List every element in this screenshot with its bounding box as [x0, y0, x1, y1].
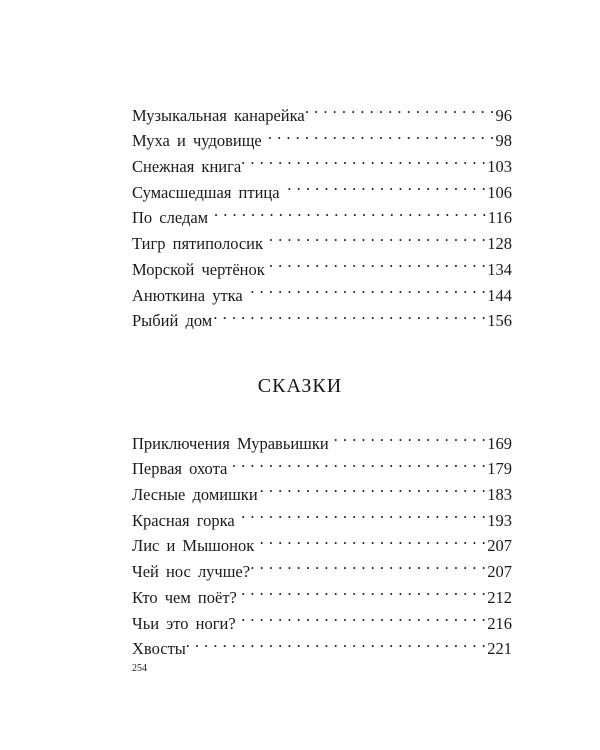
toc-entry-page: 96	[495, 105, 512, 125]
toc-entry-title: Анюткина утка	[132, 285, 243, 305]
toc-entry-title: Кто чем поёт?	[132, 587, 237, 607]
toc-entry-page: 106	[487, 182, 512, 202]
toc-entry-title: Красная горка	[132, 510, 235, 530]
dot-leader	[209, 198, 487, 224]
toc-entry-title: Музыкальная канарейка	[132, 105, 305, 125]
dot-leader	[251, 551, 486, 577]
dot-leader	[228, 449, 486, 475]
dot-leader	[187, 629, 486, 655]
toc-entry-title: Морской чертёнок	[132, 259, 265, 279]
toc-entry-page: 193	[487, 510, 512, 530]
toc-entry-page: 134	[487, 259, 512, 279]
toc-list-bottom	[132, 423, 512, 659]
dot-leader	[259, 474, 487, 500]
toc-entry	[132, 95, 512, 125]
toc-entry-title: Лесные домишки	[132, 485, 258, 505]
toc-entry-page: 212	[487, 587, 512, 607]
toc-entry-page: 116	[487, 208, 512, 228]
toc-entry-page: 216	[487, 613, 512, 633]
dot-leader	[264, 223, 486, 249]
dot-leader	[242, 146, 486, 172]
toc-list-top	[132, 95, 512, 331]
toc-entry	[132, 629, 512, 659]
dot-leader	[238, 577, 486, 603]
dot-leader	[255, 526, 486, 552]
toc-entry-title: Снежная книга	[132, 157, 242, 177]
toc-entry-title: Рыбий дом	[132, 311, 213, 331]
toc-entry-title: Первая охота	[132, 459, 228, 479]
toc-entry-title: Тигр пятиполосик	[132, 234, 264, 254]
toc-entry-page: 144	[487, 285, 512, 305]
dot-leader	[236, 500, 487, 526]
toc-entry-title: Чьи это ноги?	[132, 613, 236, 633]
section-heading: СКАЗКИ	[257, 375, 343, 397]
toc-entry-title: Чей нос лучше?	[132, 562, 251, 582]
toc-entry-title: По следам	[132, 208, 209, 228]
dot-leader	[306, 95, 495, 121]
toc-entry-page: 128	[487, 234, 512, 254]
toc-entry-title: Приключения Муравьишки	[132, 433, 329, 453]
page-number: 254	[132, 663, 147, 674]
toc-entry-page: 207	[487, 536, 512, 556]
toc-entry-page: 156	[487, 311, 512, 331]
toc-entry-title: Муха и чудовище	[132, 131, 262, 151]
toc-entry-page: 183	[487, 485, 512, 505]
toc-entry-title: Сумасшедшая птица	[132, 182, 280, 202]
toc-entry-page: 169	[487, 433, 512, 453]
toc-entry-page: 221	[487, 639, 512, 659]
dot-leader	[244, 275, 487, 301]
dot-leader	[266, 249, 486, 275]
dot-leader	[237, 603, 487, 629]
toc-entry-page: 98	[495, 131, 512, 151]
dot-leader	[213, 301, 486, 327]
toc-entry-page: 103	[487, 157, 512, 177]
toc-entry	[132, 423, 512, 453]
dot-leader	[330, 423, 487, 449]
toc-entry-page: 207	[487, 562, 512, 582]
toc-entry-title: Хвосты	[132, 639, 186, 659]
dot-leader	[263, 121, 495, 147]
toc-entry-title: Лис и Мышонок	[132, 536, 255, 556]
toc-entry-page: 179	[487, 459, 512, 479]
dot-leader	[281, 172, 487, 198]
